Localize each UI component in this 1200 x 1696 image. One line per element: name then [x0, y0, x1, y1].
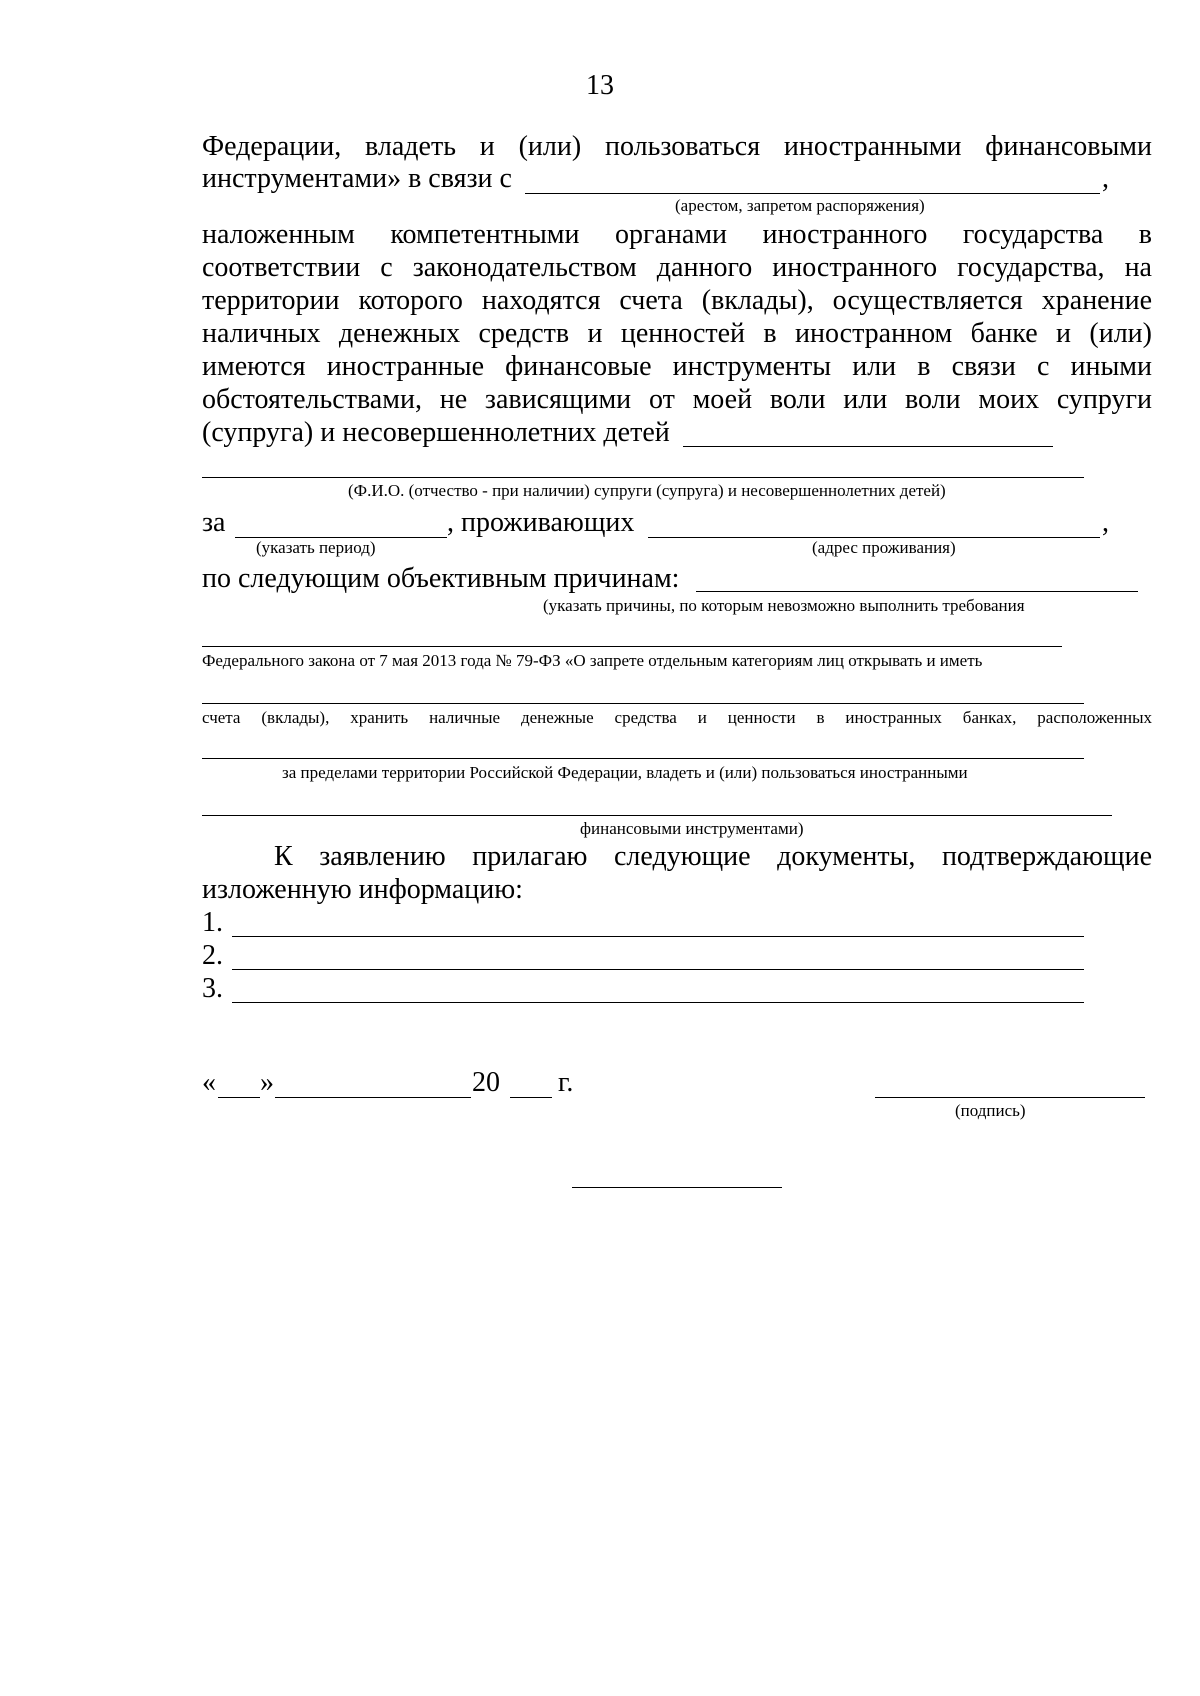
paragraph-line: соответствии с законодательством данного иностранного государства, на	[202, 252, 1152, 283]
comma: ,	[1102, 507, 1109, 538]
field-hint: (арестом, запретом распоряжения)	[675, 196, 925, 215]
paragraph-line: территории которого находятся счета (вклады), осуществляется хранение	[202, 285, 1152, 316]
paragraph-line: обстоятельствами, не зависящими от моей воли или воли моих супруги	[202, 384, 1152, 415]
field-hint: (указать период)	[256, 538, 376, 557]
year-prefix: 20	[472, 1067, 500, 1098]
field-hint: счета (вклады), хранить наличные денежные средства и ценности в иностранных банках, расположенных	[202, 708, 1152, 727]
paragraph-line: (супруга) и несовершеннолетних детей	[202, 417, 670, 448]
year-field-line	[510, 1097, 552, 1098]
date-open-quote: «	[202, 1067, 216, 1098]
paragraph-line: наличных денежных средств и ценностей в иностранном банке и (или)	[202, 318, 1152, 349]
za-label: за	[202, 507, 226, 538]
reasons-field-line	[202, 758, 1084, 759]
field-hint: Федерального закона от 7 мая 2013 года № 79-ФЗ «О запрете отдельным категориям лиц открывать и иметь	[202, 651, 983, 670]
field-hint: (адрес проживания)	[812, 538, 956, 557]
field-hint: (указать причины, по которым невозможно выполнить требования	[543, 596, 1025, 615]
blank-field-line	[202, 477, 1084, 478]
signature-hint: (подпись)	[955, 1101, 1026, 1120]
blank-field-line	[683, 446, 1053, 447]
date-close-quote: »	[260, 1067, 274, 1098]
comma: ,	[1102, 163, 1109, 194]
attachment-item-number: 2.	[202, 940, 223, 971]
signature-field-line	[875, 1097, 1145, 1098]
attach-line: К заявлению прилагаю следующие документы, подтверждающие	[274, 841, 1152, 872]
field-hint: финансовыми инструментами)	[580, 819, 804, 838]
attach-line: изложенную информацию:	[202, 874, 523, 905]
attachment-field-line	[232, 936, 1084, 937]
reasons-field-line	[202, 815, 1112, 816]
document-page: 13 Федерации, владеть и (или) пользоваться иностранными финансовыми инструментами» в связи с , (арестом, запретом распоряжения) наложенным компетентными органами иностранного государства в соответствии с законодательством данного иностранного государства, на территории которого находятся счета (вклады), осуществляется хранение наличных денежных средств и ценностей в иностранном банке и (или) имеются иностранные финансовые инструменты или в связи с иными обстоятельствами, не зависящими от моей воли или воли моих супруги (супруга) и несовершеннолетних детей (Ф.И.О. (отчество - при наличии) супруги (супруга) и несовершеннолетних детей) за , проживающих , (указать период) (адрес проживания) по следующим объективным причинам: (указать причины, по которым невозможно выполнить требования Федерального закона от 7 мая 2013 года № 79-ФЗ «О запрете отдельным категориям лиц открывать и иметь счета (вклады), хранить наличные денежные средства и ценности в иностранных банках, расположенных за пределами территории Российской Федерации, владеть и (или) пользоваться иностранными финансовыми инструментами) К заявлению прилагаю следующие документы, подтверждающие изложенную информацию: 1. 2. 3. « » 20 г. (подпись)	[0, 0, 1200, 1696]
reasons-label: по следующим объективным причинам:	[202, 563, 680, 594]
reasons-field-line	[202, 646, 1062, 647]
attachment-item-number: 1.	[202, 907, 223, 938]
attachment-field-line	[232, 1002, 1084, 1003]
living-label: , проживающих	[447, 507, 635, 538]
day-field-line	[218, 1097, 260, 1098]
reasons-field-line	[202, 703, 1084, 704]
year-suffix: г.	[558, 1067, 574, 1098]
paragraph-line: имеются иностранные финансовые инструменты или в связи с иными	[202, 351, 1152, 382]
attachment-item-number: 3.	[202, 973, 223, 1004]
field-hint: (Ф.И.О. (отчество - при наличии) супруги (супруга) и несовершеннолетних детей)	[348, 481, 946, 500]
blank-field-line	[525, 193, 1100, 194]
attachment-field-line	[232, 969, 1084, 970]
attach-indent	[202, 841, 1152, 873]
month-field-line	[275, 1097, 471, 1098]
paragraph-line: Федерации, владеть и (или) пользоваться иностранными финансовыми	[202, 131, 1152, 162]
paragraph-line: инструментами» в связи с	[202, 163, 512, 194]
paragraph-line: наложенным компетентными органами иностранного государства в	[202, 219, 1152, 250]
reasons-field-line	[696, 591, 1138, 592]
separator-line	[572, 1187, 782, 1188]
field-hint: за пределами территории Российской Федерации, владеть и (или) пользоваться иностранными	[282, 763, 968, 782]
